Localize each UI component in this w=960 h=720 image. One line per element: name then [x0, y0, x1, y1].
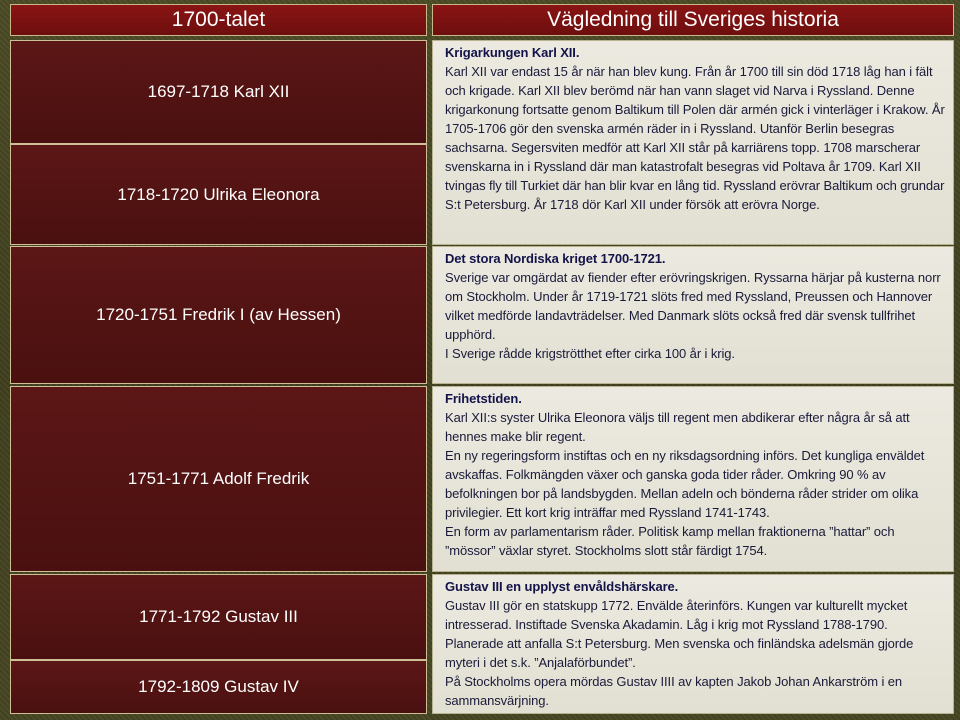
century-header: 1700-talet	[10, 4, 427, 36]
section-karl-xii	[432, 40, 954, 245]
section-body: Gustav III gör en statskupp 1772. Envälde återinförs. Kungen var kulturellt mycket intresserad. Instiftade Svenska Akadamin. Låg i krig mot Ryssland 1788-1790. Planerade att anfalla S:t Petersburg. Men svenska och finländska adelsmän gjorde myteri i det s.k. ”Anjalaförbundet”.	[445, 598, 914, 670]
reign-fredrik-i	[10, 246, 427, 384]
section-body-3: En form av parlamentarism råder. Politisk kamp mellan fraktionerna ”hattar” och ”mössor” växlar styret. Stockholms slott står färdigt 1754.	[445, 524, 895, 558]
reign-adolf-fredrik	[10, 386, 427, 572]
reign-label: 1771-1792 Gustav III	[139, 607, 298, 626]
section-body-2: En ny regeringsform instiftas och en ny riksdagsordning införs. Det kungliga enväldet avskaffas. Folkmängden växer och ganska goda tider råder. Omkring 90 % av befolkningen bor på landsbygden. Mellan adeln och bönderna råder strider om olika privilegier. Ett kort krig inträffar med Ryssland 1741-1743.	[445, 448, 925, 520]
section-title: Gustav III en upplyst envåldshärskare.	[445, 579, 679, 594]
section-title: Det stora Nordiska kriget 1700-1721.	[445, 251, 666, 266]
reign-gustav-iii	[10, 574, 427, 660]
reign-label: 1697-1718 Karl XII	[147, 82, 290, 101]
section-body-2: I Sverige rådde krigströtthet efter cirka 100 år i krig.	[445, 346, 735, 361]
reign-label: 1792-1809 Gustav IV	[138, 677, 299, 696]
section-nordiska-kriget	[432, 246, 954, 384]
section-title: Frihetstiden.	[445, 391, 522, 406]
section-body: Karl XII var endast 15 år när han blev kung. Från år 1700 till sin död 1718 låg han i fält och krigade. Karl XII blev berömd när han vann slaget vid Narva i Ryssland. Denne krigarkonung fortsatte genom Baltikum till Polen där armén gick i vinterläger i Krakow. År 1705-1706 gör den svenska armén räder in i Ryssland. Utanför Berlin besegras sachsarna. Segersviten medför att Karl XII står på karriärens topp. 1708 marscherar svenskarna in i Ryssland där man katastrofalt besegras vid Poltava år 1709. Karl XII tvingas fly till Turkiet där han blir kvar en lång tid. Ryssland erövrar Baltikum och grundar S:t Petersburg. År 1718 dör Karl XII under försök att erövra Norge.	[445, 64, 945, 212]
reign-gustav-iv	[10, 660, 427, 714]
section-body: Karl XII:s syster Ulrika Eleonora väljs till regent men abdikerar efter några år så att hennes make blir regent.	[445, 410, 910, 444]
reign-ulrika-eleonora	[10, 144, 427, 245]
section-frihetstiden	[432, 386, 954, 572]
guide-header: Vägledning till Sveriges historia	[432, 4, 954, 36]
reign-label: 1751-1771 Adolf Fredrik	[127, 469, 310, 488]
reign-label: 1720-1751 Fredrik I (av Hessen)	[96, 305, 341, 324]
section-gustav-iii	[432, 574, 954, 714]
reign-label: 1718-1720 Ulrika Eleonora	[117, 184, 320, 204]
section-body-2: På Stockholms opera mördas Gustav IIII av kapten Jakob Johan Ankarström i en sammansvärjning.	[445, 674, 903, 708]
section-body: Sverige var omgärdat av fiender efter erövringskrigen. Ryssarna härjar på kusterna norr om Stockholm. Under år 1719-1721 slöts fred med Ryssland, Preussen och Hannover vilket medförde landavträdelser. Med Danmark slöts också fred där svensk tullfrihet upphörd.	[445, 270, 941, 342]
reign-karl-xii	[10, 40, 427, 144]
section-title: Krigarkungen Karl XII.	[445, 45, 580, 60]
